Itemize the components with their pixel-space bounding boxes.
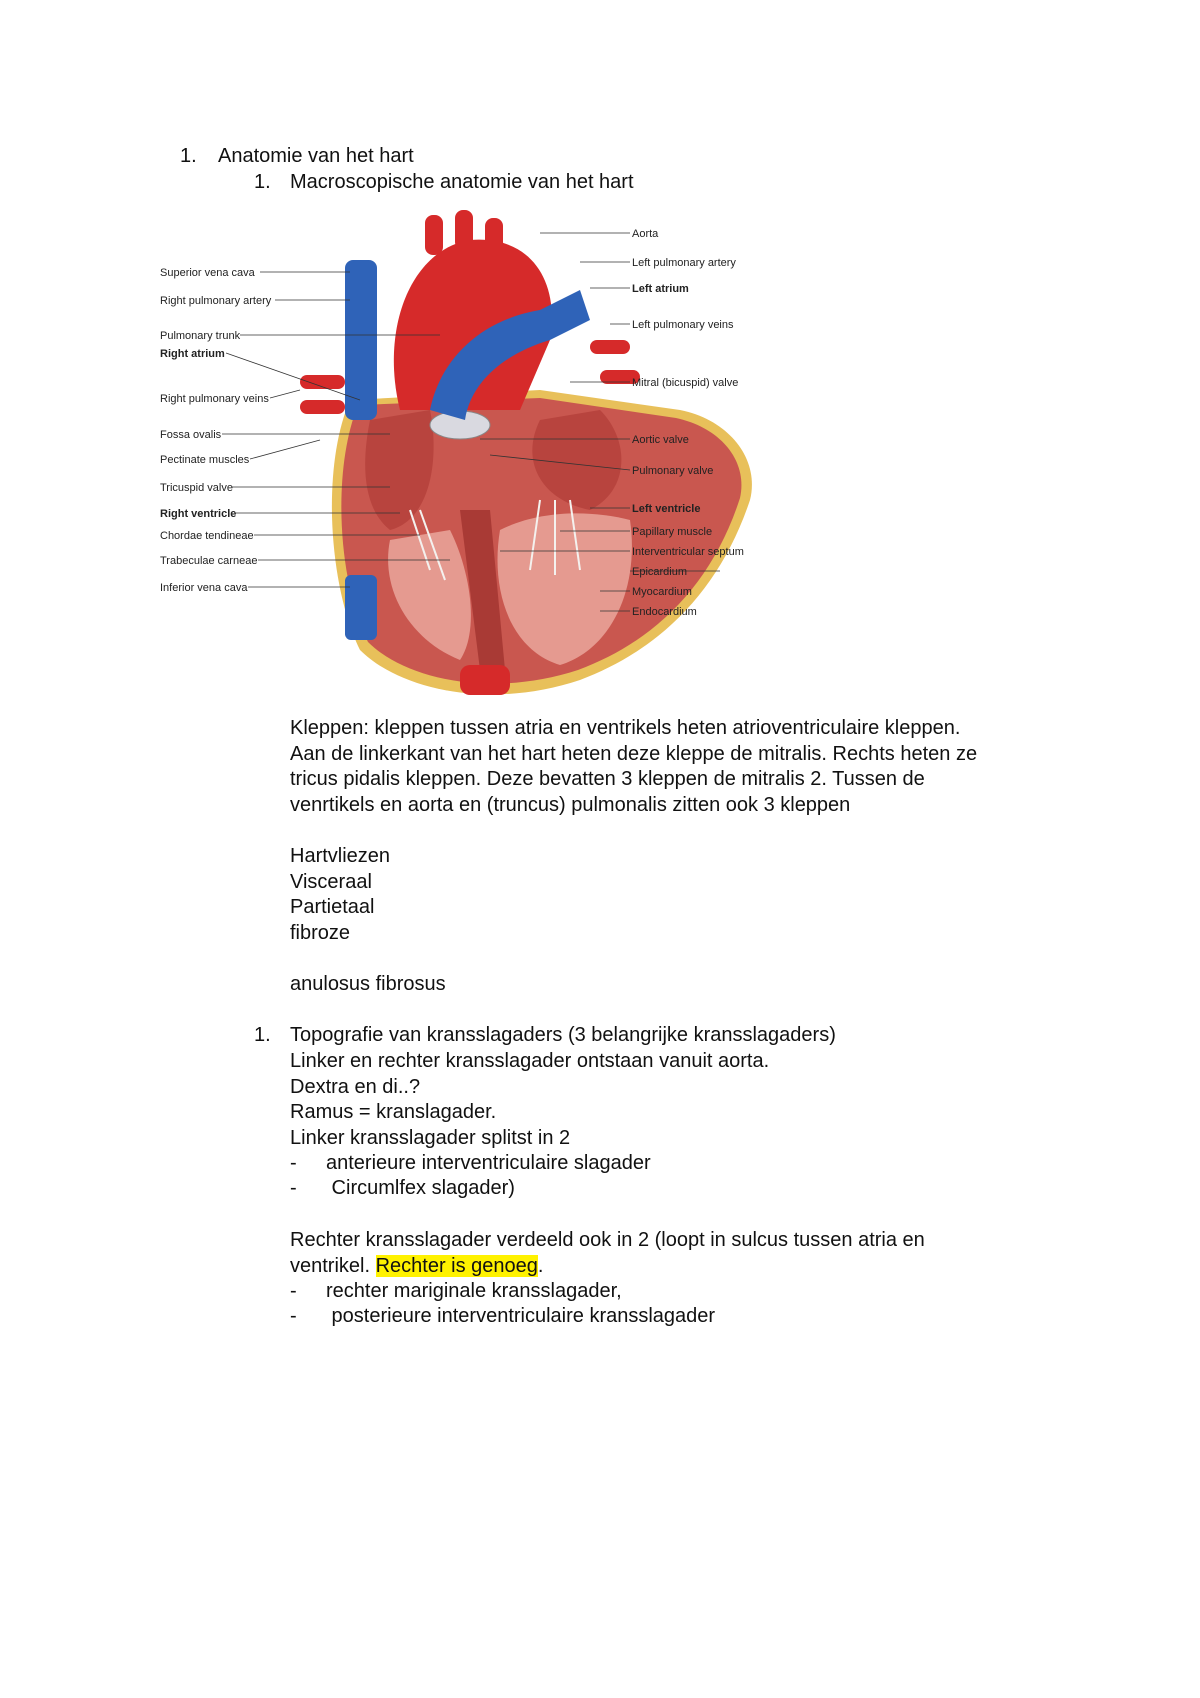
diagram-label: Right atrium: [160, 348, 225, 360]
diagram-label: Aorta: [632, 228, 659, 240]
diagram-label: Left atrium: [632, 283, 689, 295]
subheading-title: Macroscopische anatomie van het hart: [290, 171, 634, 193]
subheading-number: 1.: [254, 1024, 271, 1046]
diagram-label: Pectinate muscles: [160, 454, 250, 466]
dash-bullet: -: [290, 1280, 297, 1302]
highlighted-text: Rechter is genoeg: [375, 1254, 538, 1277]
diagram-label: Fossa ovalis: [160, 429, 222, 441]
aorta-branch-2: [455, 210, 473, 250]
dash-bullet: -: [290, 1152, 297, 1174]
left-label-group: [160, 267, 272, 594]
heading-title: Anatomie van het hart: [218, 145, 414, 167]
paragraph-line: venrtikels en aorta en (truncus) pulmonalis zitten ook 3 kleppen: [290, 793, 851, 816]
diagram-label: Myocardium: [632, 586, 692, 598]
diagram-label: Right pulmonary artery: [160, 295, 272, 307]
heart-anatomy-diagram: [160, 210, 820, 710]
diagram-label: Left pulmonary artery: [632, 257, 736, 269]
paragraph-line: Dextra en di..?: [290, 1075, 421, 1098]
aorta-branch-1: [425, 215, 443, 255]
diagram-label: Endocardium: [632, 606, 697, 618]
diagram-label: Superior vena cava: [160, 267, 255, 279]
list-line: Partietaal: [290, 896, 375, 918]
right-pulmonary-vein-2: [300, 400, 345, 414]
kleppen-paragraph: [290, 716, 977, 818]
dash-item-text: posterieure interventriculaire kransslagader: [326, 1305, 716, 1327]
subheading-title: Topografie van kransslagaders (3 belangrijke kransslagaders): [290, 1024, 836, 1046]
diagram-label: Interventricular septum: [632, 546, 744, 558]
paragraph-line: tricus pidalis kleppen. Deze bevatten 3 kleppen de mitralis 2. Tussen de: [290, 768, 925, 790]
diagram-label: Left ventricle: [632, 503, 701, 515]
diagram-label: Left pulmonary veins: [632, 319, 734, 331]
dash-item-text: anterieure interventriculaire slagader: [326, 1152, 651, 1174]
paragraph-line: Linker kransslagader splitst in 2: [290, 1126, 571, 1149]
subheading-number: 1.: [254, 171, 271, 193]
topografie-lines: [290, 1049, 769, 1151]
diagram-label: Chordae tendineae: [160, 530, 254, 542]
aorta-branch-3: [485, 218, 503, 258]
list-line: Visceraal: [290, 870, 372, 893]
text-fragment: .: [537, 1254, 544, 1277]
anulosus-line: [290, 972, 446, 998]
diagram-label: Epicardium: [632, 566, 688, 578]
diagram-label: Trabeculae carneae: [160, 555, 258, 567]
left-pulmonary-vein-1: [590, 340, 630, 354]
dash-item-text: Circumlfex slagader): [326, 1177, 515, 1199]
diagram-label: Mitral (bicuspid) valve: [632, 377, 739, 389]
diagram-label: Inferior vena cava: [160, 582, 248, 594]
dash-bullet: -: [290, 1305, 297, 1327]
text-fragment: ventrikel.: [290, 1254, 376, 1277]
diagram-label: Right pulmonary veins: [160, 393, 269, 405]
diagram-label: Papillary muscle: [632, 526, 713, 538]
diagram-label: Tricuspid valve: [160, 482, 233, 494]
list-line: Hartvliezen: [290, 845, 391, 867]
diagram-label: Right ventricle: [160, 508, 237, 520]
dash-bullet: -: [290, 1177, 297, 1199]
paragraph-line: [290, 1254, 925, 1280]
anulosus-text: anulosus fibrosus: [290, 973, 446, 995]
paragraph-line: Kleppen: kleppen tussen atria en ventrikels heten atrioventriculaire kleppen.: [290, 717, 961, 739]
hartvliezen-list: [290, 844, 390, 946]
dash-item-text: rechter mariginale kransslagader,: [326, 1280, 622, 1302]
paragraph-line: Linker en rechter kransslagader ontstaan vanuit aorta.: [290, 1050, 770, 1072]
heading-number: 1.: [180, 145, 197, 167]
rechter-paragraph: [290, 1228, 925, 1279]
inferior-vena-cava-shape: [345, 575, 377, 640]
diagram-label: Pulmonary valve: [632, 465, 714, 477]
list-line: fibroze: [290, 921, 351, 944]
diagram-label: Pulmonary trunk: [160, 330, 241, 342]
paragraph-line: Aan de linkerkant van het hart heten deze kleppe de mitralis. Rechts heten ze: [290, 742, 978, 765]
paragraph-line: Ramus = kranslagader.: [290, 1101, 497, 1123]
diagram-label: Aortic valve: [632, 434, 689, 446]
paragraph-line: Rechter kransslagader verdeeld ook in 2 (loopt in sulcus tussen atria en: [290, 1229, 925, 1251]
descending-aorta-stub: [460, 665, 510, 695]
